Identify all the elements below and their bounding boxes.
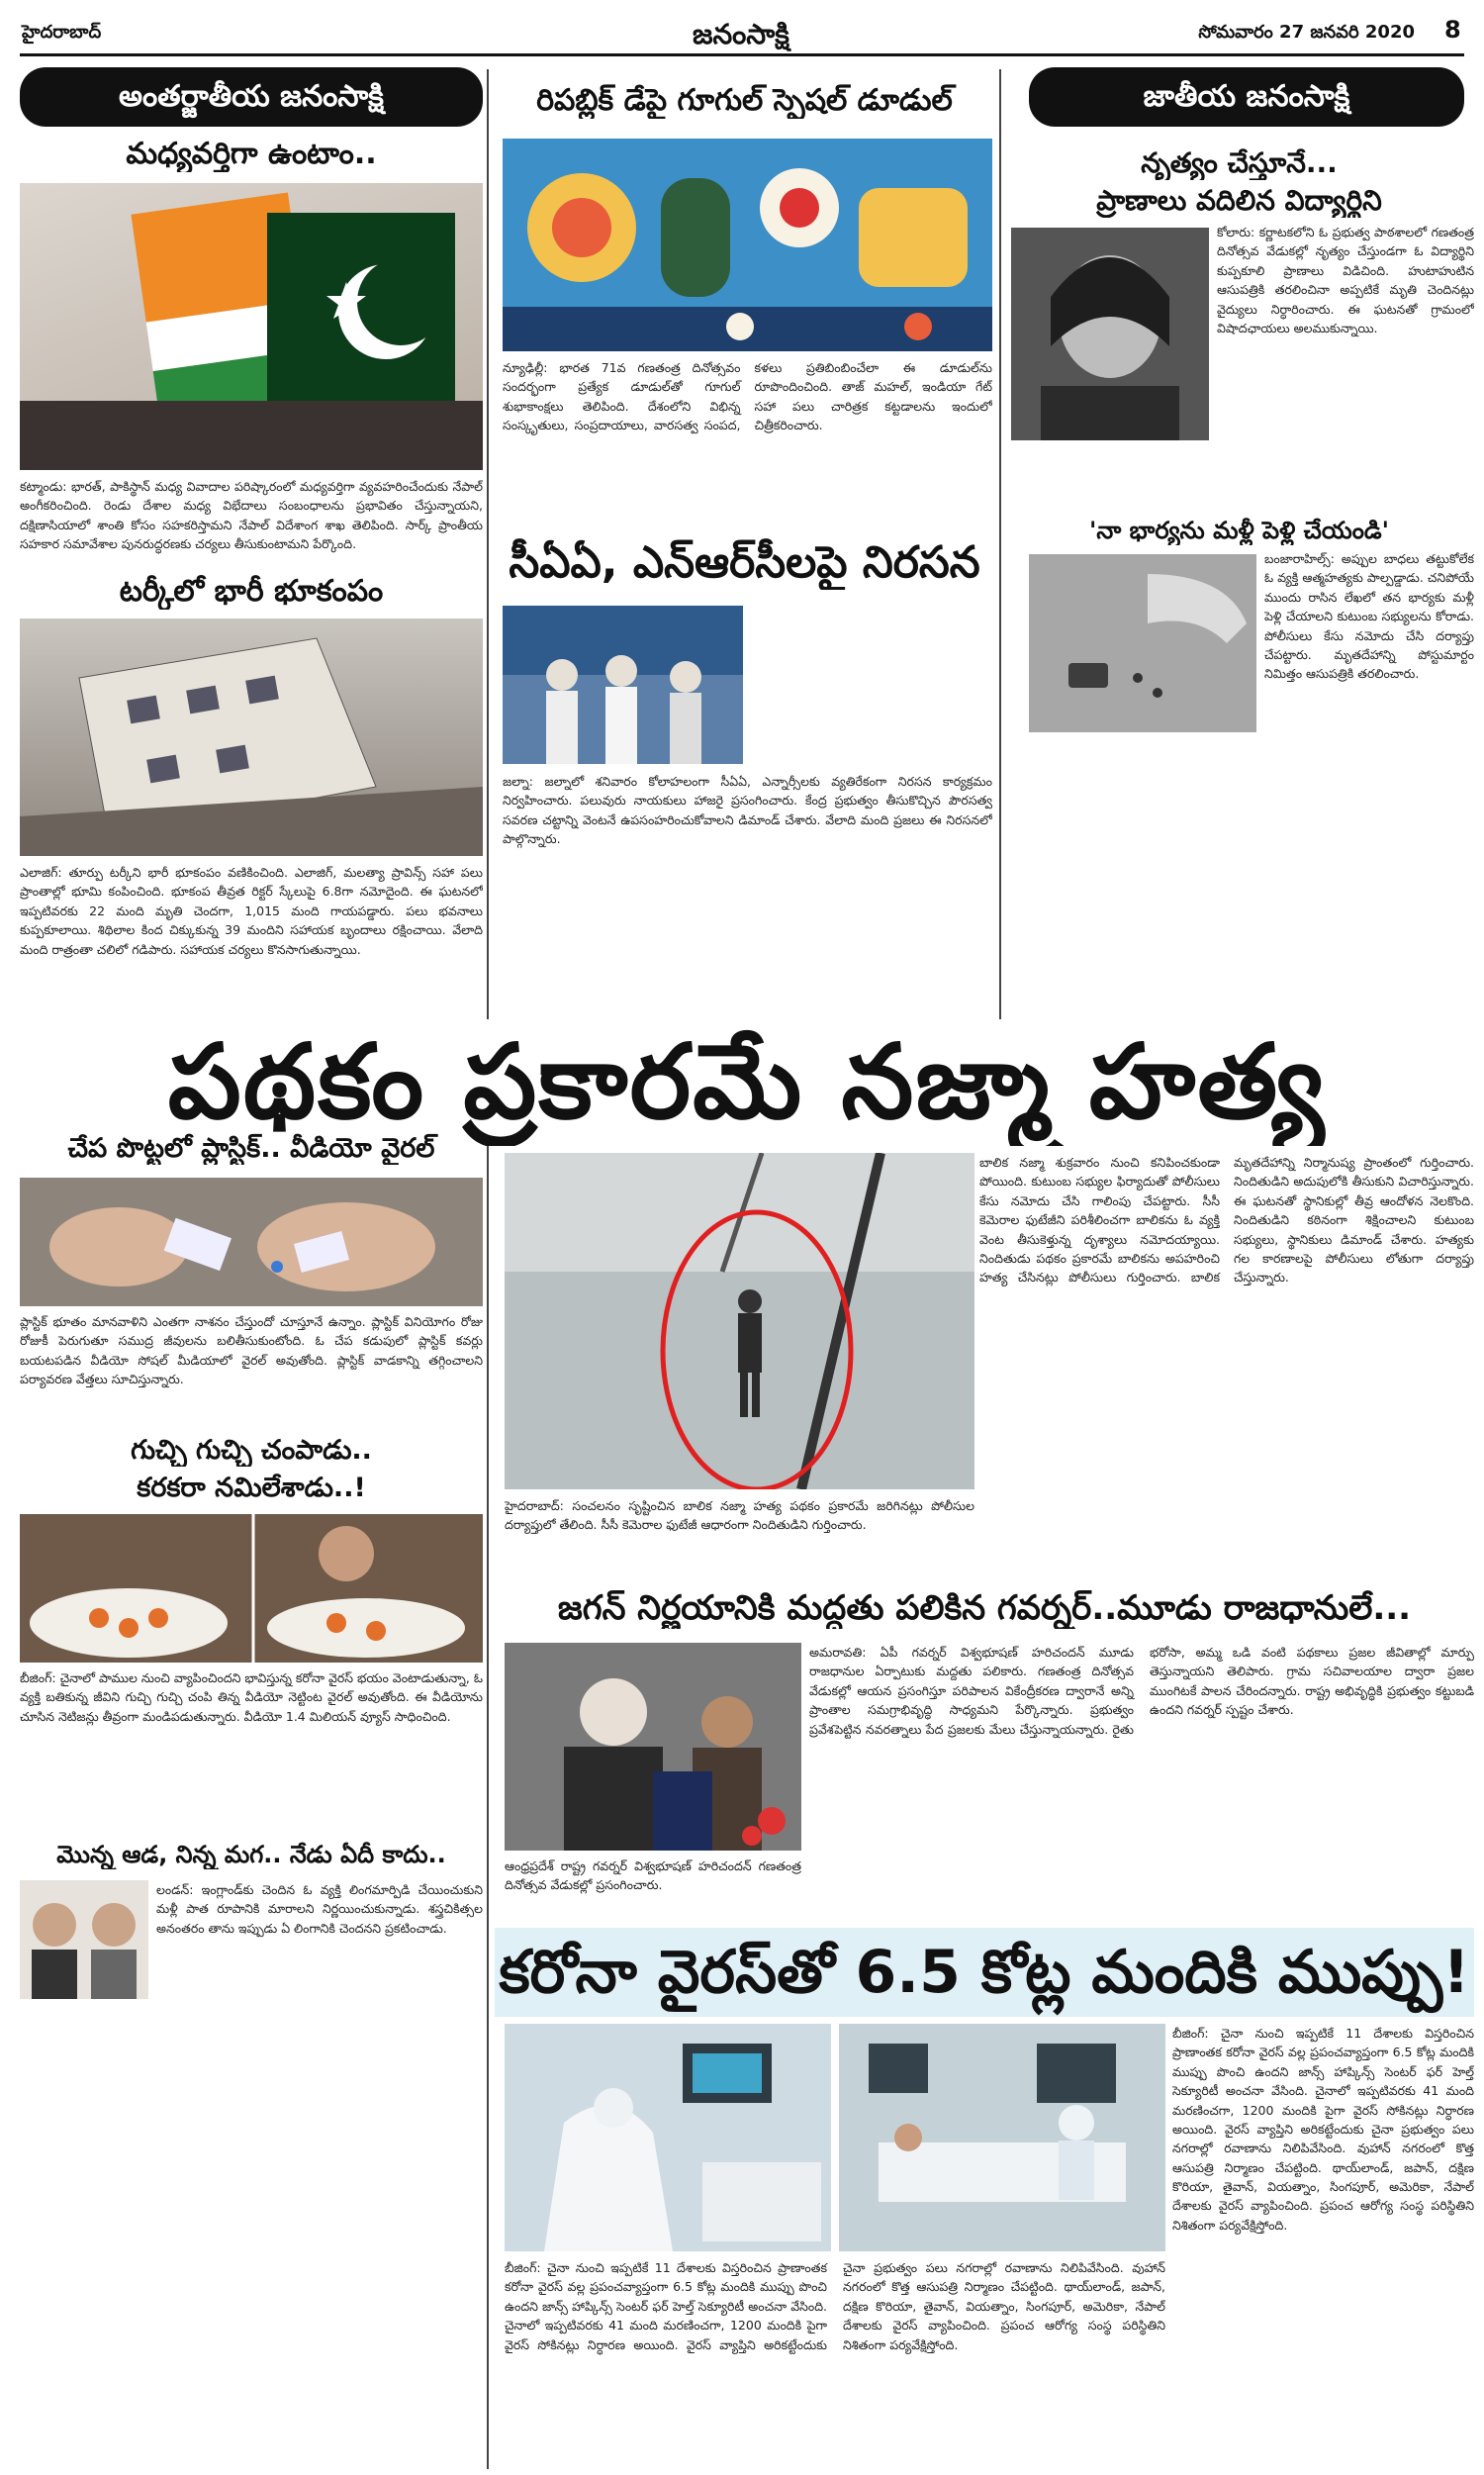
lead-caption: హైదరాబాద్: సంచలనం సృష్టించిన బాలిక నజ్మా హత్య పథకం ప్రకారమే జరిగినట్లు పోలీసుల దర్యాప్తులో తేలింది. సీసీ కెమెరాల ఫుటేజీ ఆధారంగా నిందితుడిని గుర్తించారు.	[505, 1498, 974, 1533]
article-dance: కోలారు: కర్ణాటకలోని ఓ ప్రభుత్వ పాఠశాలలో గణతంత్ర దినోత్సవ వేడుకల్లో నృత్యం చేస్తుండగా ఓ విద్యార్థిని కుప్పకూలి ప్రాణాలు విడిచింది. హుటాహుటిన ఆసుపత్రికి తరలించినా అప్పటికే మృతి చెందినట్లు వైద్యులు నిర్ధారించారు. ఈ ఘటనతో గ్రామంలో విషాదఛాయలు అలముకున్నాయి.	[1217, 225, 1474, 335]
headline-eating-1: గుచ్చి గుచ్చి చంపాడు..	[131, 1435, 372, 1466]
headline-caa-protest: సీఏఏ, ఎన్ఆర్‌సీలపై నిరసన	[509, 537, 980, 588]
photo-eating	[20, 1514, 483, 1663]
headline-wife: 'నా భార్యను మళ్లీ పెళ్లి చేయండి'	[1088, 517, 1390, 544]
article-eating: బీజింగ్: చైనాలో పాముల నుంచి వ్యాపించిందని భావిస్తున్న కరోనా వైరస్ భయం వెంటాడుతున్నా, ఓ వ్యక్తి బతికున్న జీవిని గుచ్చి గుచ్చి చంపి తిన్న వీడియో నెట్టింట వైరల్ అవుతోంది. ఈ వీడియోను చూసిన నెటిజన్లు తీవ్రంగా మండిపడుతున్నారు. వీడియో 1.4 మిలియన్ వ్యూస్ సాధించింది.	[20, 1670, 483, 1724]
photo-caa-protest	[503, 606, 743, 764]
section-banner-national: జాతీయ జనంసాక్షి	[1029, 67, 1464, 127]
photo-fish-plastic	[20, 1178, 483, 1306]
gov-headline: జగన్ నిర్ణయానికి మద్దతు పలికిన గవర్నర్..మూడు రాజధానులే...	[557, 1588, 1412, 1628]
corona-article: బీజింగ్: చైనా నుంచి ఇప్పటికే 11 దేశాలకు విస్తరించిన ప్రాణాంతక కరోనా వైరస్ వల్ల ప్రపంచవ్యాప్తంగా 6.5 కోట్ల మందికి ముప్పు పొంచి ఉందని జాన్స్ హాప్కిన్స్ సెంటర్ ఫర్ హెల్త్ సెక్యూరిటీ అంచనా వేసింది. చైనాలో ఇప్పటివరకు 41 మంది మరణించగా, 1200 మందికి పైగా వైరస్ సోకినట్లు నిర్ధారణ అయింది. వైరస్ వ్యాప్తిని అరికట్టేందుకు చైనా ప్రభుత్వం పలు నగరాల్లో రవాణాను నిలిపివేసింది. వుహాన్ నగరంలో కొత్త ఆసుపత్రి నిర్మాణం చేపట్టింది. థాయ్‌లాండ్, జపాన్, దక్షిణ కొరియా, తైవాన్, వియత్నాం, సింగపూర్, అమెరికా, నేపాల్ దేశాలకు వైరస్ వ్యాపించింది. ప్రపంచ ఆరోగ్య సంస్థ పరిస్థితిని నిశితంగా పర్యవేక్షిస్తోంది.	[505, 2260, 1165, 2352]
article-earthquake: ఎలాజిగ్: తూర్పు టర్కీని భారీ భూకంపం వణికించింది. ఎలాజిగ్, మలత్యా ప్రావిన్స్ సహా పలు ప్రాంతాల్లో భూమి కంపించింది. భూకంప తీవ్రత రిక్టర్ స్కేలుపై 6.8గా నమోదైంది. ఈ ఘటనలో ఇప్పటివరకు 22 మంది మృతి చెందగా, 1,015 మంది గాయపడ్డారు. పలు భవనాలు కుప్పకూలాయి. శిథిలాల కింద చిక్కుకున్న 39 మందిని సహాయక బృందాలు రక్షించాయి. వేలాది మంది రాత్రంతా చలిలో గడిపారు. సహాయక చర్యలు కొనసాగుతున్నాయి.	[20, 865, 483, 957]
page-number: 8	[1444, 16, 1461, 44]
headline-fish-plastic: చేప పొట్టలో ప్లాస్టిక్.. వీడియో వైరల్	[67, 1133, 435, 1164]
article-gender: లండన్: ఇంగ్లాండ్‌కు చెందిన ఓ వ్యక్తి లింగమార్పిడి చేయించుకుని మళ్లీ పాత రూపానికి మారాలని నిర్ణయించుకున్నాడు. శస్త్రచికిత్సల అనంతరం తాను ఇప్పుడు ఏ లింగానికి చెందనని ప్రకటించాడు.	[156, 1882, 483, 1936]
photo-gender	[20, 1880, 148, 1999]
article-mediator: కట్మాండు: భారత్, పాకిస్థాన్ మధ్య వివాదాల పరిష్కారంలో మధ్యవర్తిగా వ్యవహరించేందుకు నేపాల్ అంగీకరించింది. రెండు దేశాల మధ్య విభేదాలు సంబంధాలను ప్రభావితం చేస్తున్నాయని, దక్షిణాసియాలో శాంతి కోసం సహకరిస్తామని నేపాల్ విదేశాంగ శాఖ తెలిపింది. సార్క్ ప్రాంతీయ సహకార సమావేశాల పునరుద్ధరణకు చర్యలు తీసుకుంటామని పేర్కొంది.	[20, 479, 483, 552]
photo-flags	[20, 183, 483, 470]
headline-eating-2: కరకరా నమిలేశాడు..!	[137, 1473, 366, 1503]
headline-mediator: మధ్యవర్తిగా ఉంటాం..	[126, 137, 377, 171]
photo-cctv	[505, 1153, 974, 1489]
masthead-date: సోమవారం 27 జనవరి 2020	[1198, 22, 1415, 43]
column-divider-right	[999, 69, 1001, 1019]
corona-article-side: బీజింగ్: చైనా నుంచి ఇప్పటికే 11 దేశాలకు విస్తరించిన ప్రాణాంతక కరోనా వైరస్ వల్ల ప్రపంచవ్యాప్తంగా 6.5 కోట్ల మందికి ముప్పు పొంచి ఉందని జాన్స్ హాప్కిన్స్ సెంటర్ ఫర్ హెల్త్ సెక్యూరిటీ అంచనా వేసింది. చైనాలో ఇప్పటివరకు 41 మంది మరణించగా, 1200 మందికి పైగా వైరస్ సోకినట్లు నిర్ధారణ అయింది. వైరస్ వ్యాప్తిని అరికట్టేందుకు చైనా ప్రభుత్వం పలు నగరాల్లో రవాణాను నిలిపివేసింది. వుహాన్ నగరంలో కొత్త ఆసుపత్రి నిర్మాణం చేపట్టింది. థాయ్‌లాండ్, జపాన్, దక్షిణ కొరియా, తైవాన్, వియత్నాం, సింగపూర్, అమెరికా, నేపాల్ దేశాలకు వైరస్ వ్యాపించింది. ప్రపంచ ఆరోగ్య సంస్థ పరిస్థితిని నిశితంగా పర్యవేక్షిస్తోంది.	[1172, 2026, 1474, 2233]
headline-earthquake: టర్కీలో భారీ భూకంపం	[119, 574, 384, 609]
lead-headline: పథకం ప్రకారమే నజ్మా హత్య	[167, 1021, 1327, 1142]
article-fish-plastic: ప్లాస్టిక్ భూతం మానవాళిని ఎంతగా నాశనం చేస్తుందో చూస్తూనే ఉన్నాం. ప్లాస్టిక్ వినియోగం రోజు రోజుకీ పెరుగుతూ సముద్ర జీవులను బలితీసుకుంటోంది. ఓ చేప కడుపులో ప్లాస్టిక్ కవర్లు బయటపడిన వీడియో సోషల్ మీడియాలో వైరల్ అవుతోంది. ప్లాస్టిక్ వాడకాన్ని తగ్గించాలని పర్యావరణ వేత్తలు సూచిస్తున్నారు.	[20, 1314, 483, 1387]
photo-earthquake	[20, 619, 483, 856]
headline-dance-2: ప్రాణాలు వదిలిన విద్యార్థిని	[1096, 184, 1382, 217]
column-divider-left	[487, 69, 489, 1019]
photo-governor	[505, 1643, 801, 1851]
gov-article: అమరావతి: ఏపీ గవర్నర్ విశ్వభూషణ్ హరిచందన్ మూడు రాజధానుల ఏర్పాటుకు మద్దతు పలికారు. గణతంత్ర దినోత్సవ వేడుకల్లో ఆయన ప్రసంగిస్తూ పరిపాలన వికేంద్రీకరణ ద్వారానే అన్ని ప్రాంతాల సమగ్రాభివృద్ధి సాధ్యమని పేర్కొన్నారు. ప్రభుత్వం ప్రవేశపెట్టిన నవరత్నాలు పేద ప్రజలకు మేలు చేస్తున్నాయన్నారు. రైతు భరోసా, అమ్మ ఒడి వంటి పథకాలు ప్రజల జీవితాల్లో మార్పు తెస్తున్నాయని తెలిపారు. గ్రామ సచివాలయాల ద్వారా ప్రజల ముంగిటకే పాలన చేరిందన్నారు. రాష్ట్ర అభివృద్ధికి ప్రభుత్వం కట్టుబడి ఉందని గవర్నర్ స్పష్టం చేశారు.	[809, 1645, 1474, 1737]
article-wife: బంజారాహిల్స్: అప్పుల బాధలు తట్టుకోలేక ఓ వ్యక్తి ఆత్మహత్యకు పాల్పడ్డాడు. చనిపోయే ముందు రాసిన లేఖలో తన భార్యకు మళ్లీ పెళ్లి చేయాలని కుటుంబ సభ్యులను కోరాడు. పోలీసులు కేసు నమోదు చేసి దర్యాప్తు చేపట్టారు. మృతదేహాన్ని పోస్టుమార్టం నిమిత్తం ఆసుపత్రికి తరలించారు.	[1264, 551, 1474, 682]
headline-gender: మొన్న ఆడ, నిన్న మగ.. నేడు ఏదీ కాదు..	[56, 1841, 446, 1868]
photo-corona-1	[505, 2024, 831, 2251]
corona-headline: కరోనా వైరస్‌తో 6.5 కోట్ల మందికి ముప్పు!	[495, 1928, 1474, 2017]
photo-student	[1011, 228, 1209, 440]
photo-corona-2	[839, 2024, 1165, 2251]
masthead-city: హైదరాబాద్	[22, 22, 102, 43]
masthead-logo: జనంసాక్షి	[693, 18, 789, 50]
gov-caption: ఆంధ్రప్రదేశ్ రాష్ట్ర గవర్నర్ విశ్వభూషణ్ హరిచందన్ గణతంత్ర దినోత్సవ వేడుకల్లో ప్రసంగించారు.	[505, 1858, 801, 1893]
article-google-doodle: న్యూఢిల్లీ: భారత 71వ గణతంత్ర దినోత్సవం సందర్భంగా ప్రత్యేక డూడుల్‌తో గూగుల్ శుభాకాంక్షలు తెలిపింది. దేశంలోని విభిన్న సంస్కృతులు, సంప్రదాయాలు, వారసత్వ సంపద, కళలు ప్రతిబింబించేలా ఈ డూడుల్‌ను రూపొందించింది. తాజ్ మహల్, ఇండియా గేట్ సహా పలు చారిత్రక కట్టడాలను ఇందులో చిత్రీకరించారు.	[503, 360, 992, 433]
headline-google-doodle: రిపబ్లిక్ డేపై గూగుల్ స్పెషల్ డూడుల్	[536, 83, 953, 118]
section-banner-intl: అంతర్జాతీయ జనంసాక్షి	[20, 67, 483, 127]
photo-google-doodle	[503, 139, 992, 351]
headline-dance-1: నృత్యం చేస్తూనే...	[1141, 146, 1338, 179]
lead-article: బాలిక నజ్మా శుక్రవారం నుంచి కనిపించకుండా పోయింది. కుటుంబ సభ్యుల ఫిర్యాదుతో పోలీసులు కేసు నమోదు చేసి గాలింపు చేపట్టారు. సీసీ కెమెరాల ఫుటేజీని పరిశీలించగా బాలికను ఓ వ్యక్తి వెంట తీసుకెళ్తున్న దృశ్యాలు నమోదయ్యాయి. నిందితుడు పథకం ప్రకారమే బాలికను అపహరించి హత్య చేసినట్లు పోలీసులు గుర్తించారు. బాలిక మృతదేహాన్ని నిర్మానుష్య ప్రాంతంలో గుర్తించారు. నిందితుడిని అదుపులోకి తీసుకుని విచారిస్తున్నారు. ఈ ఘటనతో స్థానికుల్లో తీవ్ర ఆందోళన నెలకొంది. నిందితుడిని కఠినంగా శిక్షించాలని కుటుంబ సభ్యులు, స్థానికులు డిమాండ్ చేశారు. హత్యకు గల కారణాలపై పోలీసులు లోతుగా దర్యాప్తు చేస్తున్నారు.	[979, 1155, 1474, 1285]
masthead-rule	[20, 53, 1464, 56]
column-divider-lower	[487, 1143, 489, 2469]
photo-suicide	[1029, 554, 1256, 732]
article-caa-protest: జల్నా: జల్నాలో శనివారం కోలాహలంగా సీఏఏ, ఎన్నార్సీలకు వ్యతిరేకంగా నిరసన కార్యక్రమం నిర్వహించారు. పలువురు నాయకులు హాజరై ప్రసంగించారు. కేంద్ర ప్రభుత్వం తీసుకొచ్చిన పౌరసత్వ సవరణ చట్టాన్ని వెంటనే ఉపసంహరించుకోవాలని డిమాండ్ చేశారు. వేలాది మంది ప్రజలు ఈ నిరసనలో పాల్గొన్నారు.	[503, 774, 992, 847]
